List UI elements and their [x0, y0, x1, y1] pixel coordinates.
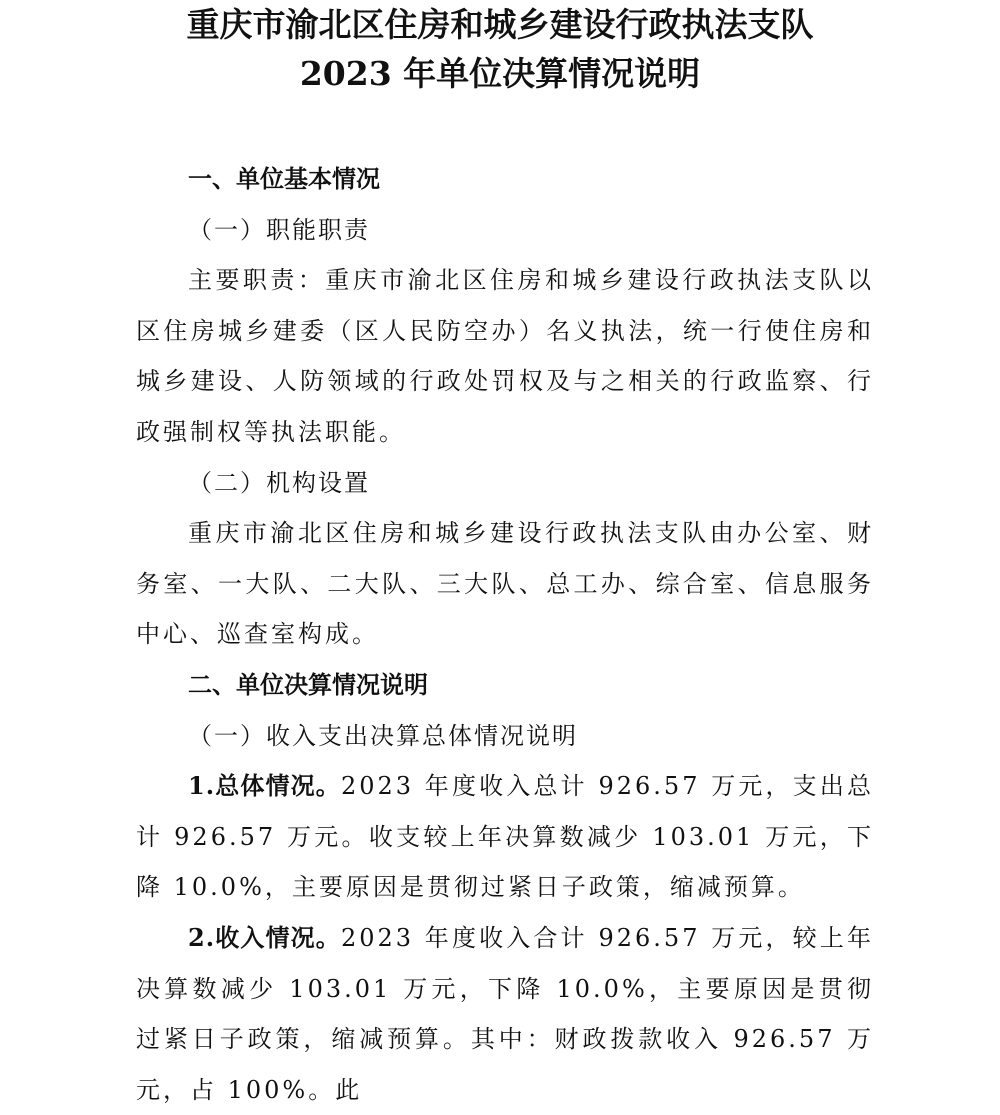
item-overall-label: 1.总体情况。 [188, 771, 341, 801]
section1-sub1-heading: （一）职能职责 [188, 215, 370, 244]
section2-heading: 二、单位决算情况说明 [188, 669, 428, 699]
item-income [136, 913, 874, 1115]
item-income-label: 2.收入情况。 [188, 922, 341, 952]
section1-sub1-paragraph: 主要职责：重庆市渝北区住房和城乡建设行政执法支队以区住房城乡建委（区人民防空办）名义执法，统一行使住房和城乡建设、人防领域的行政处罚权及与之相关的行政监察、行政强制权等执法职能。 [136, 266, 874, 446]
section1-heading: 一、单位基本情况 [188, 164, 380, 193]
section1-sub2-heading: （二）机构设置 [188, 468, 370, 497]
document-body [136, 154, 874, 1115]
item-overall-text: 2023 年度收入总计 926.57 万元，支出总计 926.57 万元。收支较上年决算数减少 103.01 万元，下降 10.0%，主要原因是贯彻过紧日子政策，缩减预算。 [136, 772, 874, 902]
section2-sub1-heading: （一）收入支出决算总体情况说明 [188, 721, 578, 750]
item-income-text: 2023 年度收入合计 926.57 万元，较上年决算数减少 103.01 万元，下降 10.0%，主要原因是贯彻过紧日子政策，缩减预算。其中：财政拨款收入 926.57 万元，占 100%。此 [136, 923, 874, 1104]
document-title-line2: 2023 年单位决算情况说明 [299, 54, 701, 93]
section1-sub2-paragraph: 重庆市渝北区住房和城乡建设行政执法支队由办公室、财务室、一大队、二大队、三大队、总工办、综合室、信息服务中心、巡查室构成。 [136, 519, 874, 649]
document-title-line1: 重庆市渝北区住房和城乡建设行政执法支队 [186, 5, 814, 44]
item-overall [136, 761, 874, 913]
